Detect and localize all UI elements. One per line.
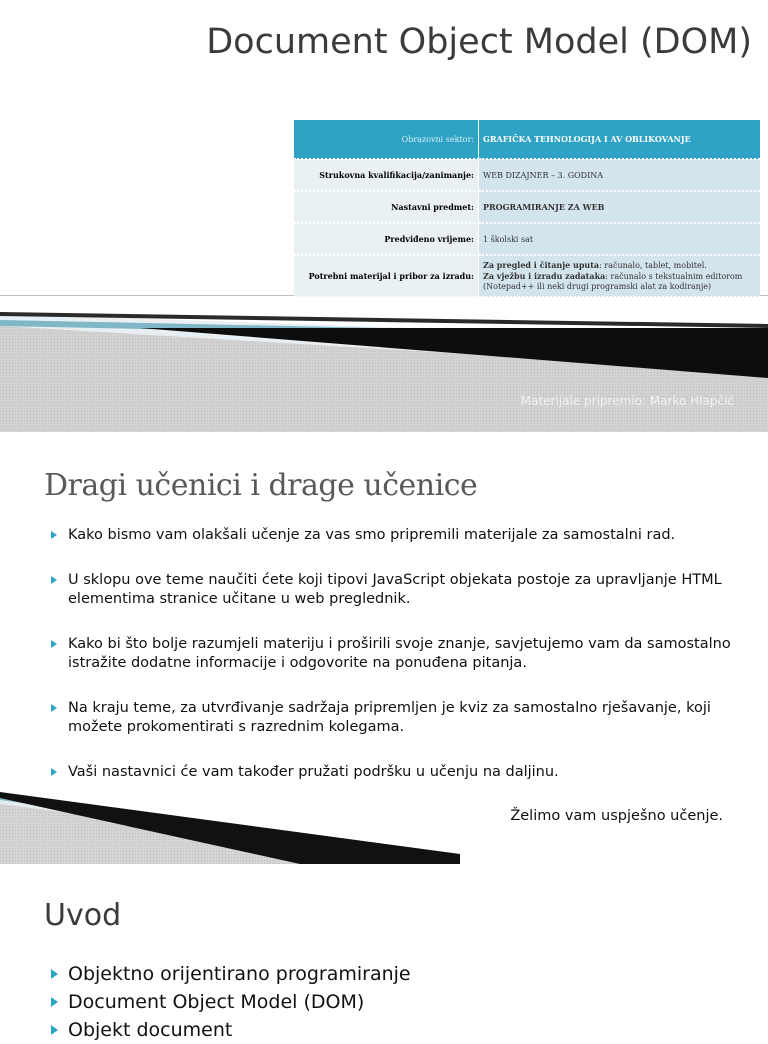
bullet-icon (51, 969, 58, 979)
table-label: Nastavni predmet: (294, 191, 479, 223)
table-row (294, 223, 760, 255)
list-item-text: Vaši nastavnici će vam također pružati podršku u učenju na daljinu. (68, 764, 559, 780)
bullet-icon (51, 704, 57, 712)
list-item (48, 960, 411, 988)
table-label: Strukovna kvalifikacija/zanimanje: (294, 159, 479, 191)
materials-line-bold: Za vježbu i izradu zadataka (483, 271, 606, 281)
bullet-icon (51, 576, 57, 584)
list-item (48, 571, 738, 609)
slide-title (0, 0, 768, 432)
bullet-icon (51, 1025, 58, 1035)
bullet-icon (51, 640, 57, 648)
course-info-table (294, 120, 760, 298)
table-value (479, 255, 761, 297)
table-value: WEB DIZAJNER – 3. GODINA (479, 159, 761, 191)
list-item (48, 763, 738, 782)
divider-line (0, 295, 294, 296)
bullet-icon (51, 768, 57, 776)
list-item (48, 988, 411, 1016)
slide-uvod (0, 864, 768, 1041)
closing-text: Želimo vam uspješno učenje. (510, 808, 723, 824)
bullet-icon (51, 531, 57, 539)
divider-line (760, 295, 768, 296)
list-item-text: Kako bismo vam olakšali učenje za vas smo pripremili materijale za samostalni rad. (68, 527, 676, 543)
list-item-text: Objekt document (68, 1019, 233, 1041)
bullet-list (48, 960, 411, 1044)
slide-heading: Uvod (44, 898, 122, 933)
decorative-band (0, 300, 768, 432)
table-value: 1 školski sat (479, 223, 761, 255)
materials-line-rest: : računalo, tablet, mobitel. (599, 261, 707, 270)
materials-line-bold: Za pregled i čitanje uputa (483, 260, 600, 270)
list-item-text: Objektno orijentirano programiranje (68, 963, 411, 985)
list-item (48, 635, 738, 673)
author-credit: Materijale pripremio: Marko Hlapčić (520, 394, 734, 408)
bullet-icon (51, 997, 58, 1007)
materials-line (483, 282, 756, 292)
materials-line-rest: (Notepad++ ili neki drugi programski alat za kodiranje) (483, 282, 712, 291)
materials-line-rest: : računalo s tekstualnim editorom (605, 272, 743, 281)
table-row (294, 159, 760, 191)
table-label: Obrazovni sektor: (294, 120, 479, 159)
table-label: Predviđeno vrijeme: (294, 223, 479, 255)
list-item (48, 526, 738, 545)
slide-heading: Dragi učenici i drage učenice (44, 468, 478, 503)
list-item-text: Kako bi što bolje razumjeli materiju i proširili svoje znanje, savjetujemo vam da samostalno istražite dodatne informacije i odgovorite na ponuđena pitanja. (68, 636, 731, 671)
table-row (294, 255, 760, 297)
list-item-text: Na kraju teme, za utvrđivanje sadržaja pripremljen je kviz za samostalno rješavanje, koji možete prokomentirati s razrednim kolegama. (68, 700, 711, 735)
table-value: PROGRAMIRANJE ZA WEB (479, 191, 761, 223)
materials-line (483, 260, 756, 271)
table-row (294, 120, 760, 159)
list-item (48, 699, 738, 737)
bullet-list (48, 526, 738, 808)
table-value: GRAFIČKA TEHNOLOGIJA I AV OBLIKOVANJE (479, 120, 761, 159)
list-item (48, 1016, 411, 1044)
table-row (294, 191, 760, 223)
slide-title-heading: Document Object Model (DOM) (206, 22, 752, 62)
list-item-text: Document Object Model (DOM) (68, 991, 365, 1013)
list-item-text: U sklopu ove teme naučiti ćete koji tipovi JavaScript objekata postoje za upravljanje HTML elementima stranice učitane u web preglednik. (68, 572, 722, 607)
table-label: Potrebni materijal i pribor za izradu: (294, 255, 479, 297)
slide-intro-students (0, 432, 768, 864)
materials-line (483, 271, 756, 282)
